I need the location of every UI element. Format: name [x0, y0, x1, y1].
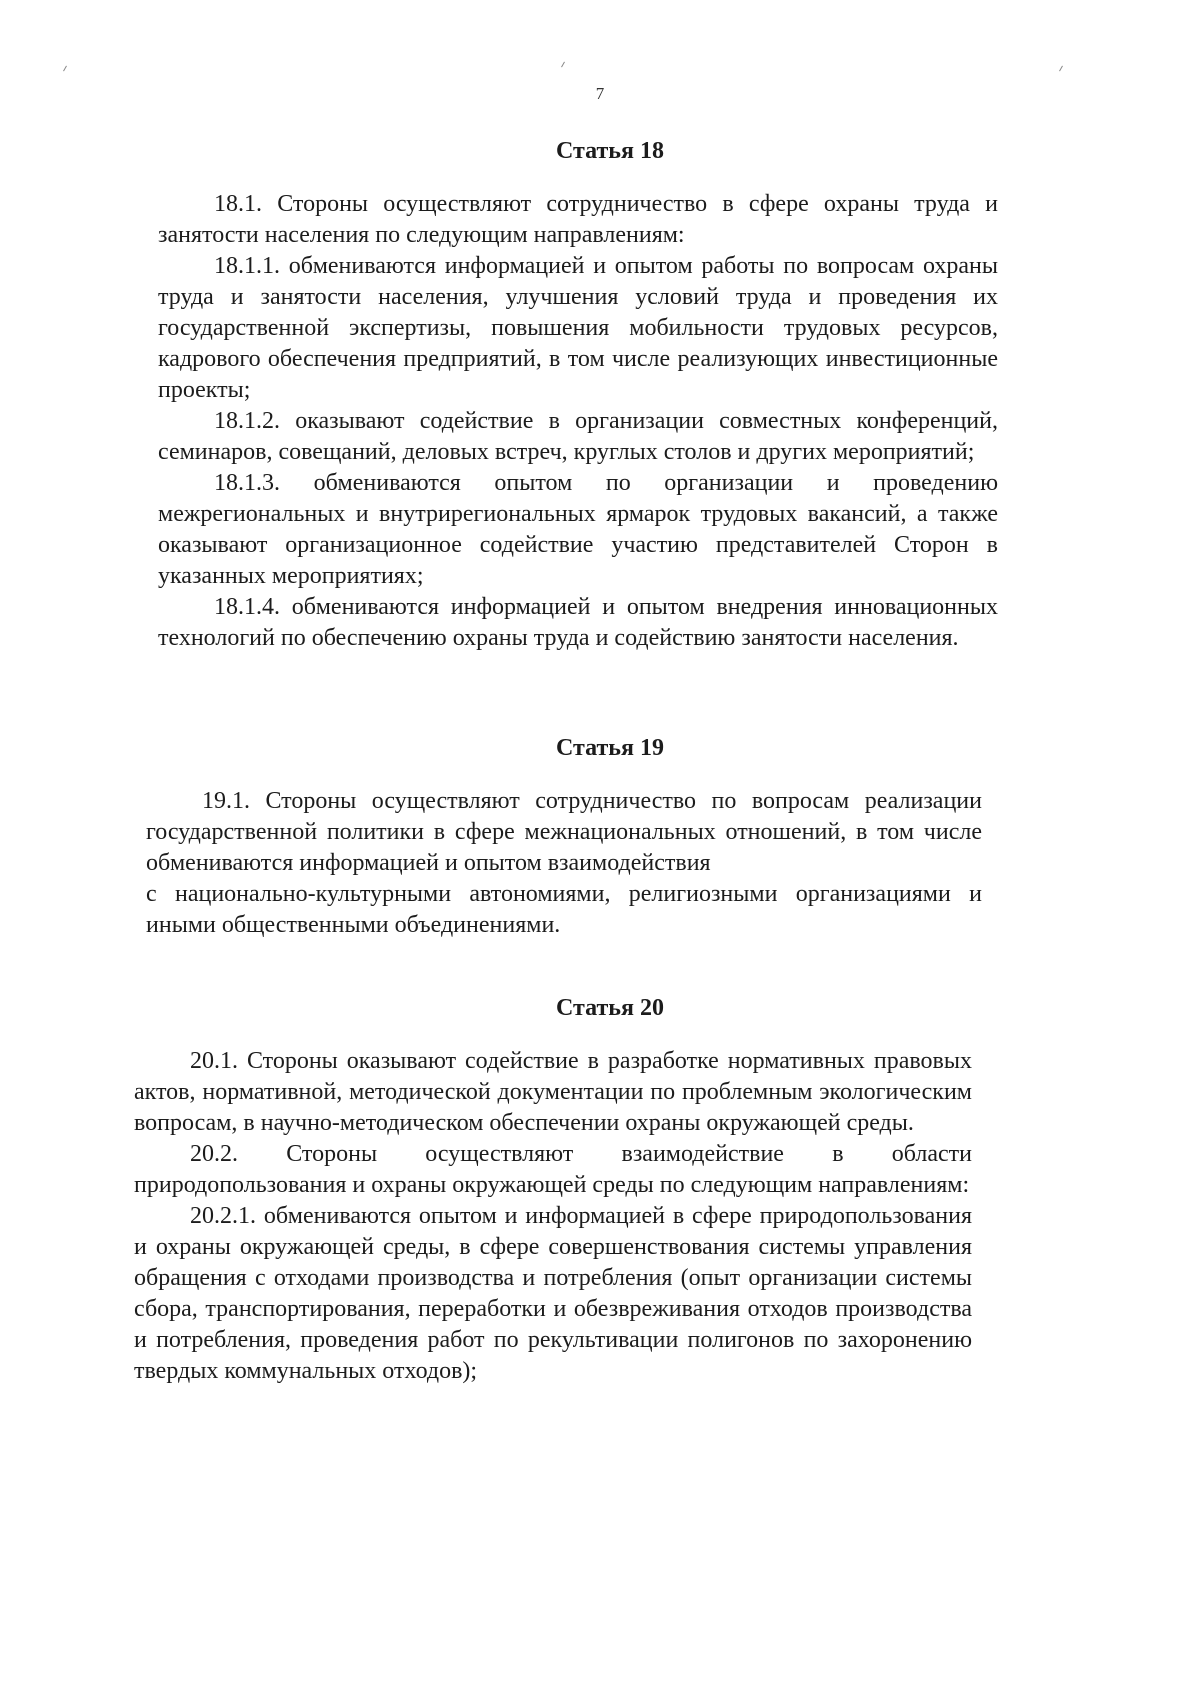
article-title: Статья 19: [556, 735, 664, 761]
paragraph-18-1-4: 18.1.4. обмениваются информацией и опытом внедрения инновационных технологий по обеспечению охраны труда и содействию занятости населения.: [158, 594, 998, 651]
article-title: Статья 20: [556, 995, 664, 1021]
scan-artifact: [63, 66, 67, 72]
article-body: [146, 786, 982, 941]
article-title: Статья 18: [556, 138, 664, 164]
paragraph-18-1-3: 18.1.3. обмениваются опытом по организации и проведению межрегиональных и внутрирегиональных ярмарок трудовых вакансий, а также оказывают организационное содействие участию представителей Сторон в указанных мероприятиях;: [158, 470, 998, 589]
scan-artifact: [1059, 66, 1063, 72]
paragraph-19-1: 19.1. Стороны осуществляют сотрудничество по вопросам реализации государственной политики в сфере межнациональных отношений, в том числе обмениваются информацией и опытом взаимодействия: [146, 788, 982, 876]
paragraph-20-2-1: 20.2.1. обмениваются опытом и информацией в сфере природопользования и охраны окружающей среды, в сфере совершенствования системы управления обращения с отходами производства и потребления (опыт организации системы сбора, транспортирования, переработки и обезвреживания отходов производства и потребления, проведения работ по рекультивации полигонов по захоронению твердых коммунальных отходов);: [134, 1203, 972, 1384]
paragraph-19-1-continued: с национально-культурными автономиями, религиозными организациями и иными общественными объединениями.: [146, 881, 982, 938]
scan-artifact: [561, 62, 565, 68]
paragraph-20-1: 20.1. Стороны оказывают содействие в разработке нормативных правовых актов, нормативной, методической документации по проблемным экологическим вопросам, в научно-методическом обеспечении охраны окружающей среды.: [134, 1048, 972, 1136]
paragraph-18-1: 18.1. Стороны осуществляют сотрудничество в сфере охраны труда и занятости населения по следующим направлениям:: [158, 191, 998, 248]
paragraph-20-2: 20.2. Стороны осуществляют взаимодействие в области природопользования и охраны окружающей среды по следующим направлениям:: [134, 1141, 972, 1198]
article-body: [134, 1046, 972, 1387]
paragraph-18-1-2: 18.1.2. оказывают содействие в организации совместных конференций, семинаров, совещаний, деловых встреч, круглых столов и других мероприятий;: [158, 408, 998, 465]
page-number: 7: [595, 84, 605, 103]
article-20: [0, 995, 1200, 1387]
paragraph-18-1-1: 18.1.1. обмениваются информацией и опытом работы по вопросам охраны труда и занятости населения, улучшения условий труда и проведения их государственной экспертизы, повышения мобильности трудовых ресурсов, кадрового обеспечения предприятий, в том числе реализующих инвестиционные проекты;: [158, 253, 998, 403]
article-18: [0, 138, 1200, 654]
article-body: [158, 189, 998, 654]
article-19: [0, 735, 1200, 941]
